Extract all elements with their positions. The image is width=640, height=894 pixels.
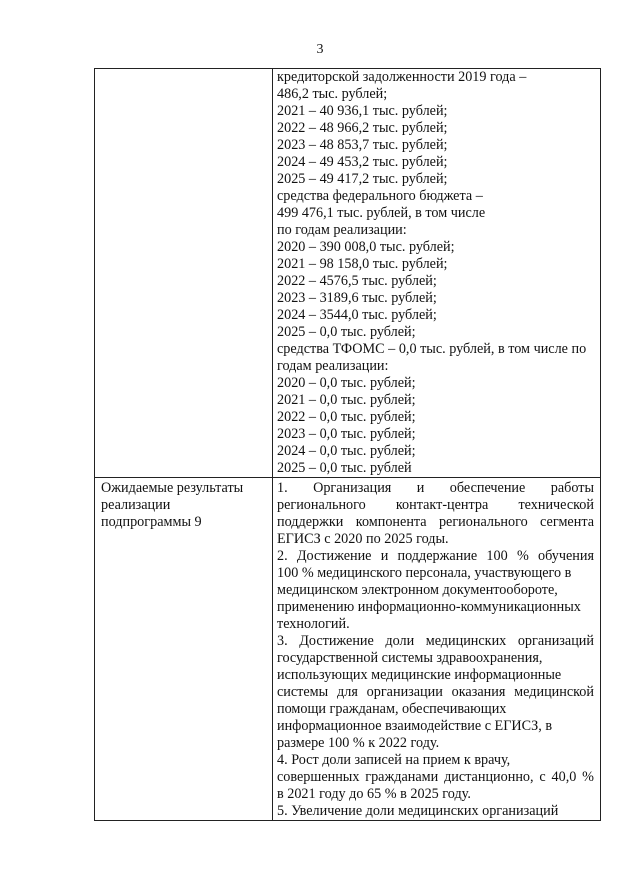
text-line: 2025 – 0,0 тыс. рублей;: [277, 324, 416, 340]
text-line: помощи гражданам, обеспечивающих: [277, 701, 507, 717]
text-line: в 2021 году до 65 % в 2025 году.: [277, 786, 471, 802]
table-row-financing: [95, 69, 601, 478]
text-line: 1. Организация и обеспечение работы: [277, 480, 594, 496]
text-line: 499 476,1 тыс. рублей, в том числе: [277, 205, 486, 221]
text-line: средства ТФОМС – 0,0 тыс. рублей, в том числе по: [277, 341, 587, 357]
text-line: 2023 – 3189,6 тыс. рублей;: [277, 290, 437, 306]
text-line: Ожидаемые результаты: [101, 480, 244, 496]
financing-lines: [277, 69, 594, 477]
text-line: подпрограммы 9: [101, 514, 202, 530]
text-line: 2021 – 98 158,0 тыс. рублей;: [277, 256, 448, 272]
program-table: [94, 68, 601, 821]
text-line: 2024 – 3544,0 тыс. рублей;: [277, 307, 437, 323]
text-line: технологий.: [277, 616, 350, 632]
text-line: поддержки компонента регионального сегмента: [277, 514, 594, 530]
text-line: государственной системы здравоохранения,: [277, 650, 543, 666]
text-line: 2023 – 0,0 тыс. рублей;: [277, 426, 416, 442]
text-line: 486,2 тыс. рублей;: [277, 86, 388, 102]
text-line: 3. Достижение доли медицинских организаций: [277, 633, 594, 649]
row-label-cell-empty: [95, 69, 273, 478]
text-line: размере 100 % к 2022 году.: [277, 735, 440, 751]
text-line: кредиторской задолженности 2019 года –: [277, 69, 527, 85]
financing-details-cell: [273, 69, 601, 478]
text-line: 2020 – 0,0 тыс. рублей;: [277, 375, 416, 391]
text-line: 2021 – 0,0 тыс. рублей;: [277, 392, 416, 408]
text-line: 2024 – 0,0 тыс. рублей;: [277, 443, 416, 459]
text-line: 2025 – 0,0 тыс. рублей: [277, 460, 412, 476]
text-line: 4. Рост доли записей на прием к врачу,: [277, 752, 511, 768]
text-line: применению информационно-коммуникационных: [277, 599, 581, 615]
text-line: ЕГИСЗ с 2020 по 2025 годы.: [277, 531, 449, 547]
table-row-expected-results: [95, 478, 601, 821]
text-line: 2022 – 48 966,2 тыс. рублей;: [277, 120, 448, 136]
text-line: средства федерального бюджета –: [277, 188, 483, 204]
text-line: по годам реализации:: [277, 222, 407, 238]
text-line: 2020 – 390 008,0 тыс. рублей;: [277, 239, 455, 255]
text-line: регионального контакт-центра технической: [277, 497, 594, 513]
text-line: 100 % медицинского персонала, участвующего в: [277, 565, 572, 581]
text-line: 2022 – 4576,5 тыс. рублей;: [277, 273, 437, 289]
expected-results-cell: [273, 478, 601, 821]
text-line: информационное взаимодействие с ЕГИСЗ, в: [277, 718, 553, 734]
expected-results-lines: [277, 480, 594, 820]
text-line: медицинском электронном документообороте,: [277, 582, 558, 598]
text-line: использующих медицинские информационные: [277, 667, 562, 683]
text-line: реализации: [101, 497, 171, 513]
row-label-cell-expected-results: [95, 478, 273, 821]
text-line: годам реализации:: [277, 358, 389, 374]
page-number: 3: [316, 42, 324, 57]
text-line: 2021 – 40 936,1 тыс. рублей;: [277, 103, 448, 119]
expected-results-label: [101, 480, 268, 531]
text-line: 5. Увеличение доли медицинских организаций: [277, 803, 559, 819]
text-line: совершенных гражданами дистанционно, с 40,0 %: [277, 769, 594, 785]
text-line: 2025 – 49 417,2 тыс. рублей;: [277, 171, 448, 187]
text-line: 2024 – 49 453,2 тыс. рублей;: [277, 154, 448, 170]
text-line: системы для организации оказания медицинской: [277, 684, 594, 700]
text-line: 2022 – 0,0 тыс. рублей;: [277, 409, 416, 425]
text-line: 2. Достижение и поддержание 100 % обучения: [277, 548, 594, 564]
text-line: 2023 – 48 853,7 тыс. рублей;: [277, 137, 448, 153]
